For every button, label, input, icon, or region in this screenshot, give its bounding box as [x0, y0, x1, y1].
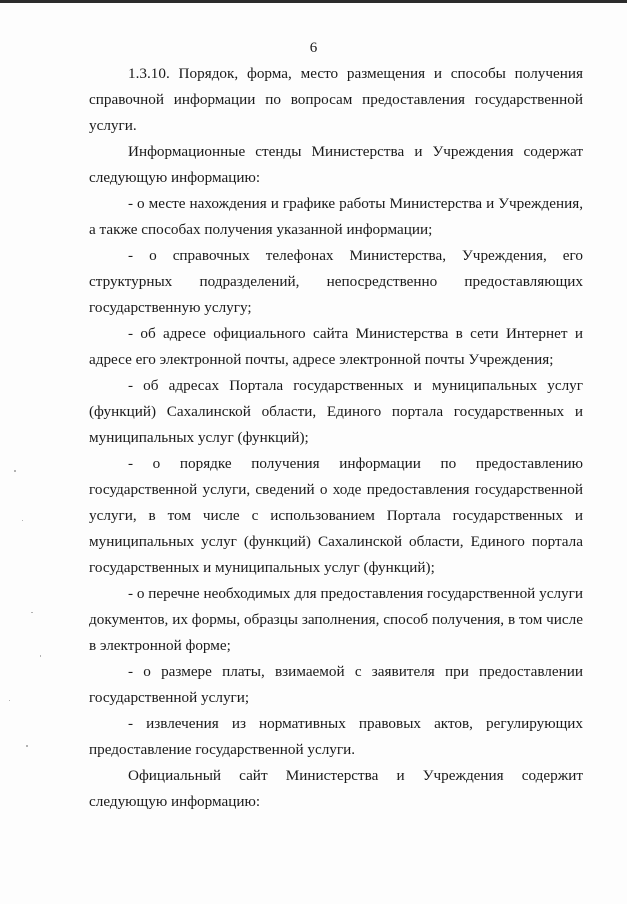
list-item-website-email: - об адресе официального сайта Министерства в сети Интернет и адресе его электронной почты, адресе электронной почты Учреждения; — [89, 325, 583, 368]
list-item-phones: - о справочных телефонах Министерства, Учреждения, его структурных подразделений, непосредственно предоставляющих государственную услугу; — [89, 247, 583, 316]
paragraph-website-intro: Официальный сайт Министерства и Учреждения содержит следующую информацию: — [89, 767, 583, 810]
list-item-portal-addresses: - об адресах Портала государственных и муниципальных услуг (функций) Сахалинской области, Единого портала государственных и муниципальных услуг (функций); — [89, 377, 583, 446]
list-item-documents-list: - о перечне необходимых для предоставления государственной услуги документов, их формы, образцы заполнения, способ получения, в том числе в электронной форме; — [89, 585, 583, 654]
scan-speck — [40, 655, 41, 657]
scan-speck — [26, 745, 28, 747]
scan-top-edge — [0, 0, 627, 3]
document-body — [89, 61, 583, 815]
scan-speck — [22, 520, 23, 521]
list-item-legal-extracts: - извлечения из нормативных правовых актов, регулирующих предоставление государственной услуги. — [89, 715, 583, 758]
paragraph-stands-intro: Информационные стенды Министерства и Учреждения содержат следующую информацию: — [89, 143, 583, 186]
scan-speck — [9, 700, 10, 701]
scan-speck — [31, 612, 33, 613]
list-item-location-schedule: - о месте нахождения и графике работы Министерства и Учреждения, а также способах получения указанной информации; — [89, 195, 583, 238]
list-item-information-procedure: - о порядке получения информации по предоставлению государственной услуги, сведений о ходе предоставления государственной услуги, в том числе с использованием Портала государственных и муниципальных услуг (функций) Сахалинской области, Единого портала государственных и муниципальных услуг (функций); — [89, 455, 583, 576]
paragraph-section-1-3-10: 1.3.10. Порядок, форма, место размещения и способы получения справочной информации по вопросам предоставления государственной услуги. — [89, 65, 583, 134]
list-item-fee-amount: - о размере платы, взимаемой с заявителя при предоставлении государственной услуги; — [89, 663, 583, 706]
page-number: 6 — [309, 40, 318, 56]
scan-speck — [14, 470, 16, 472]
